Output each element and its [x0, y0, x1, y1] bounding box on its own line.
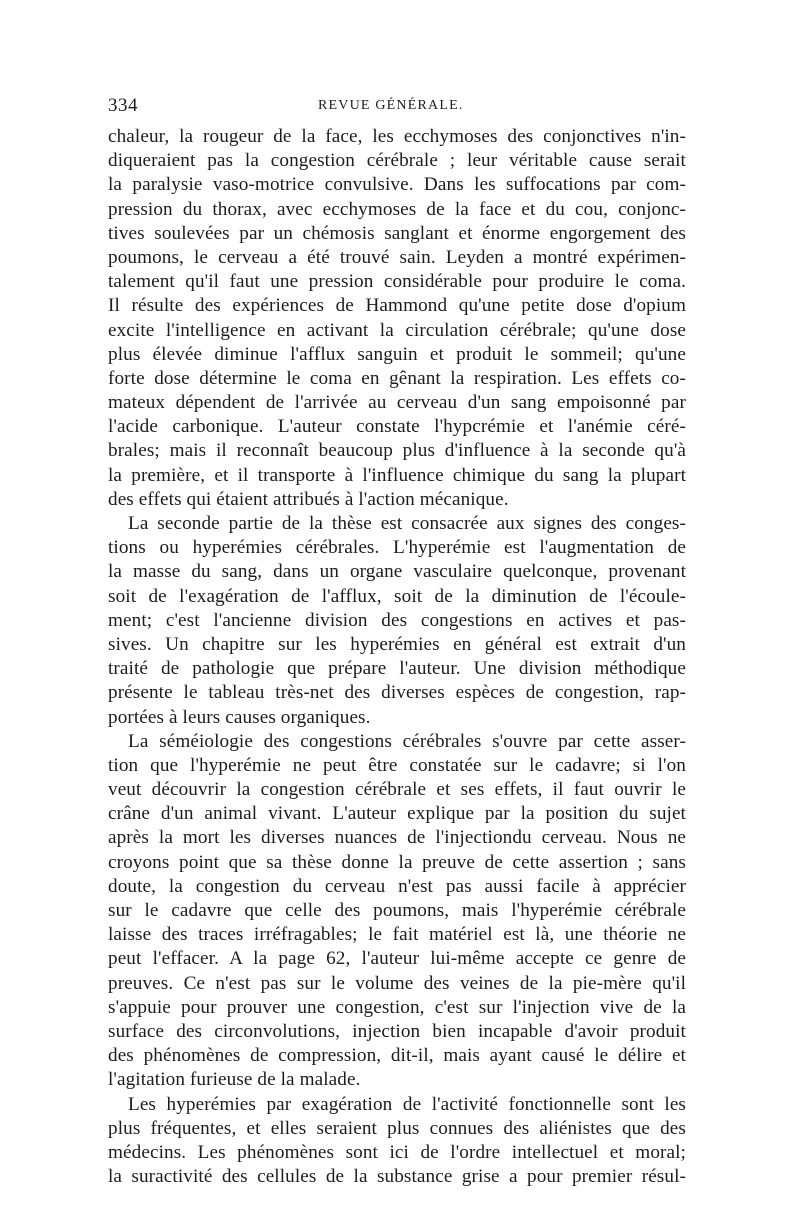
- text-line: laisse des traces irréfragables; le fait matériel est là, une théorie ne: [108, 924, 686, 946]
- text-line: veut découvrir la congestion cérébrale et ses effets, il faut ouvrir le: [108, 779, 686, 801]
- text-line: traité de pathologie que prépare l'auteur. Une division méthodique: [108, 658, 686, 680]
- text-line: s'appuie pour prouver une congestion, c'est sur l'injection vive de la: [108, 996, 686, 1018]
- text-line: sives. Un chapitre sur les hyperémies en général est extrait d'un: [108, 633, 686, 655]
- text-line: La seconde partie de la thèse est consacrée aux signes des conges-: [128, 513, 686, 534]
- text-line: l'acide carbonique. L'auteur constate l'hypcrémie et l'anémie céré-: [108, 416, 686, 438]
- text-line: pression du thorax, avec ecchymoses de la face et du cou, conjonc-: [108, 198, 686, 220]
- text-line: talement qu'il faut une pression considérable pour produire le coma.: [108, 271, 686, 293]
- text-line: croyons point que sa thèse donne la preuve de cette assertion ; sans: [108, 851, 686, 873]
- book-page: [108, 95, 686, 1188]
- text-line: mateux dépendent de l'arrivée au cerveau d'un sang empoisonné par: [108, 392, 686, 414]
- text-line: doute, la congestion du cerveau n'est pas aussi facile à apprécier: [108, 875, 686, 897]
- text-line: sur le cadavre que celle des poumons, mais l'hyperémie cérébrale: [108, 900, 686, 921]
- text-line: La séméiologie des congestions cérébrales s'ouvre par cette asser-: [128, 730, 686, 752]
- page-header: [108, 95, 688, 121]
- text-line: la masse du sang, dans un organe vasculaire quelconque, provenant: [108, 561, 686, 583]
- text-line: chaleur, la rougeur de la face, les ecchymoses des conjonctives n'in-: [108, 126, 686, 147]
- text-line: peut l'effacer. A la page 62, l'auteur lui-même accepte ce genre de: [108, 948, 686, 970]
- text-line: soit de l'exagération de l'afflux, soit de la diminution de l'écoule-: [108, 585, 686, 607]
- text-line: portées à leurs causes organiques.: [108, 706, 371, 728]
- text-line: preuves. Ce n'est pas sur le volume des veines de la pie-mère qu'il: [108, 972, 686, 994]
- text-line: tions ou hyperémies cérébrales. L'hyperémie est l'augmentation de: [108, 537, 686, 559]
- text-line: après la mort les diverses nuances de l'injectiondu cerveau. Nous ne: [108, 827, 686, 849]
- text-line: surface des circonvolutions, injection bien incapable d'avoir produit: [108, 1020, 686, 1042]
- text-line: plus élevée diminue l'afflux sanguin et produit le sommeil; qu'une: [108, 343, 686, 365]
- text-line: diqueraient pas la congestion cérébrale ; leur véritable cause serait: [108, 150, 686, 172]
- text-line: présente le tableau très-net des diverses espèces de congestion, rap-: [108, 682, 686, 704]
- text-line: forte dose détermine le coma en gênant la respiration. Les effets co-: [108, 367, 686, 389]
- text-line: excite l'intelligence en activant la circulation cérébrale; qu'une dose: [108, 319, 686, 341]
- text-line: l'agitation furieuse de la malade.: [108, 1069, 361, 1091]
- text-line: ment; c'est l'ancienne division des congestions en actives et pas-: [108, 609, 686, 631]
- text-line: plus fréquentes, et elles seraient plus connues des aliénistes que des: [108, 1117, 686, 1139]
- text-line: crâne d'un animal vivant. L'auteur explique par la position du sujet: [108, 803, 686, 825]
- text-line: Les hyperémies par exagération de l'activité fonctionnelle sont les: [128, 1093, 686, 1115]
- page-number: 334: [108, 95, 138, 116]
- text-line: tion que l'hyperémie ne peut être constatée sur le cadavre; si l'on: [108, 754, 686, 776]
- text-line: la première, et il transporte à l'influence chimique du sang la plupart: [108, 464, 686, 486]
- text-line: tives soulevées par un chémosis sanglant et énorme engorgement des: [108, 222, 686, 244]
- text-line: des phénomènes de compression, dit-il, mais ayant causé le délire et: [108, 1045, 686, 1067]
- running-title: REVUE GÉNÉRALE.: [318, 98, 464, 113]
- text-line: la paralysie vaso-motrice convulsive. Dans les suffocations par com-: [108, 174, 686, 196]
- text-line: médecins. Les phénomènes sont ici de l'ordre intellectuel et moral;: [108, 1141, 686, 1163]
- text-line: brales; mais il reconnaît beaucoup plus d'influence à la seconde qu'à: [108, 440, 686, 462]
- body-text: [108, 125, 686, 1189]
- text-line: poumons, le cerveau a été trouvé sain. Leyden a montré expérimen-: [108, 246, 686, 268]
- text-line: des effets qui étaient attribués à l'action mécanique.: [108, 488, 509, 510]
- text-line: la suractivité des cellules de la substance grise a pour premier résul-: [108, 1166, 686, 1188]
- text-line: Il résulte des expériences de Hammond qu'une petite dose d'opium: [108, 295, 686, 317]
